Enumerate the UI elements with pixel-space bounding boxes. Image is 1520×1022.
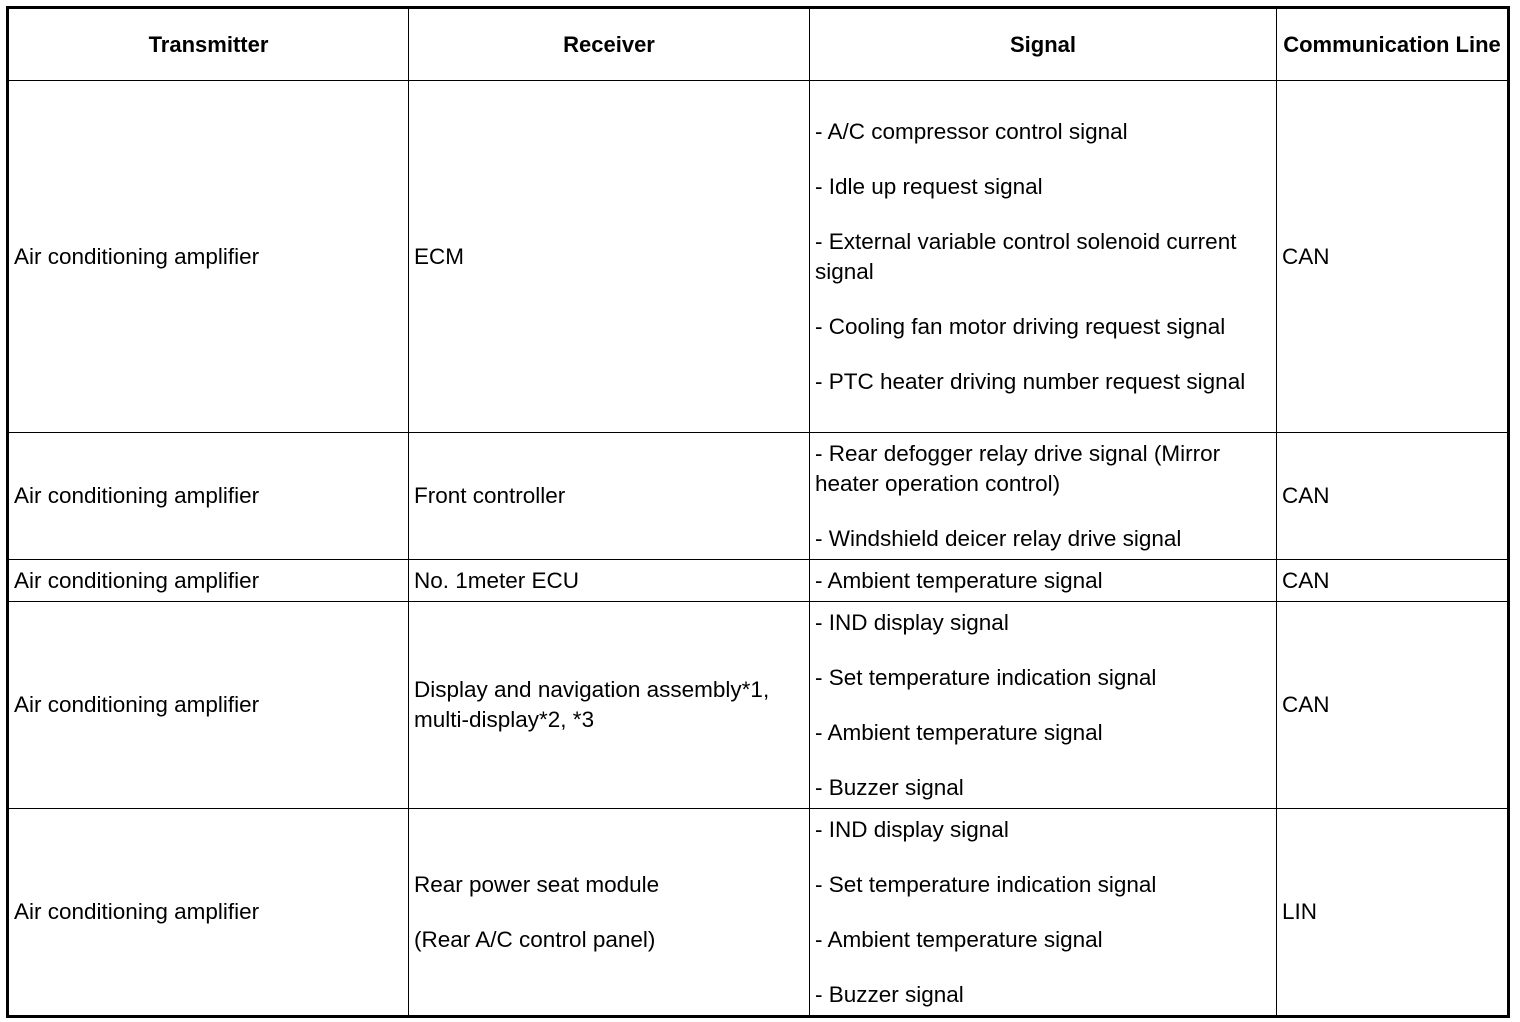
receiver-line: (Rear A/C control panel): [414, 926, 656, 952]
table-row: [8, 81, 1509, 433]
header-row: [8, 8, 1509, 81]
signal-list: [815, 566, 1271, 596]
communication-line-cell: CAN: [1277, 560, 1509, 602]
signal-item: - Cooling fan motor driving request signal: [815, 313, 1226, 339]
header-transmitter: Transmitter: [8, 8, 409, 81]
receiver-cell: [409, 602, 810, 809]
signal-item: - External variable control solenoid current signal: [815, 228, 1237, 284]
table-row: [8, 433, 1509, 560]
signal-item: - Set temperature indication signal: [815, 664, 1157, 690]
signal-item: - PTC heater driving number request signal: [815, 368, 1246, 394]
table-body: [8, 81, 1509, 1017]
receiver-cell: [409, 809, 810, 1017]
signal-item: - Ambient temperature signal: [815, 567, 1103, 593]
receiver-cell: [409, 560, 810, 602]
signal-list: [815, 608, 1271, 803]
communication-line-cell: CAN: [1277, 602, 1509, 809]
header-receiver: Receiver: [409, 8, 810, 81]
transmitter-cell: Air conditioning amplifier: [8, 560, 409, 602]
signal-list: [815, 117, 1271, 397]
communication-line-cell: LIN: [1277, 809, 1509, 1017]
communication-line-cell: CAN: [1277, 81, 1509, 433]
receiver-line: Rear power seat module: [414, 871, 660, 897]
table-row: [8, 560, 1509, 602]
signal-item: - A/C compressor control signal: [815, 118, 1128, 144]
signal-cell: [810, 560, 1277, 602]
transmitter-cell: Air conditioning amplifier: [8, 809, 409, 1017]
table-header: [8, 8, 1509, 81]
signal-item: - Buzzer signal: [815, 981, 964, 1007]
transmitter-cell: Air conditioning amplifier: [8, 602, 409, 809]
signal-cell: [810, 602, 1277, 809]
signal-cell: [810, 81, 1277, 433]
receiver-cell: [409, 433, 810, 560]
signal-item: - Windshield deicer relay drive signal: [815, 525, 1182, 551]
communication-line-cell: CAN: [1277, 433, 1509, 560]
signal-item: - IND display signal: [815, 816, 1009, 842]
table-row: [8, 809, 1509, 1017]
header-signal: Signal: [810, 8, 1277, 81]
communication-table: [6, 6, 1510, 1018]
signal-item: - IND display signal: [815, 609, 1009, 635]
signal-item: - Buzzer signal: [815, 774, 964, 800]
signal-item: - Ambient temperature signal: [815, 719, 1103, 745]
signal-item: - Ambient temperature signal: [815, 926, 1103, 952]
transmitter-cell: Air conditioning amplifier: [8, 81, 409, 433]
signal-list: [815, 439, 1271, 554]
signal-cell: [810, 809, 1277, 1017]
signal-item: - Set temperature indication signal: [815, 871, 1157, 897]
transmitter-cell: Air conditioning amplifier: [8, 433, 409, 560]
signal-item: - Idle up request signal: [815, 173, 1043, 199]
signal-cell: [810, 433, 1277, 560]
signal-list: [815, 815, 1271, 1010]
signal-item: - Rear defogger relay drive signal (Mirror heater operation control): [815, 440, 1221, 496]
receiver-line: Display and navigation assembly*1, multi-display*2, *3: [414, 677, 770, 732]
header-communication-line: Communication Line: [1277, 8, 1509, 81]
table-row: [8, 602, 1509, 809]
receiver-cell: [409, 81, 810, 433]
receiver-line: ECM: [414, 243, 464, 269]
receiver-line: No. 1meter ECU: [414, 567, 580, 593]
receiver-line: Front controller: [414, 483, 566, 508]
